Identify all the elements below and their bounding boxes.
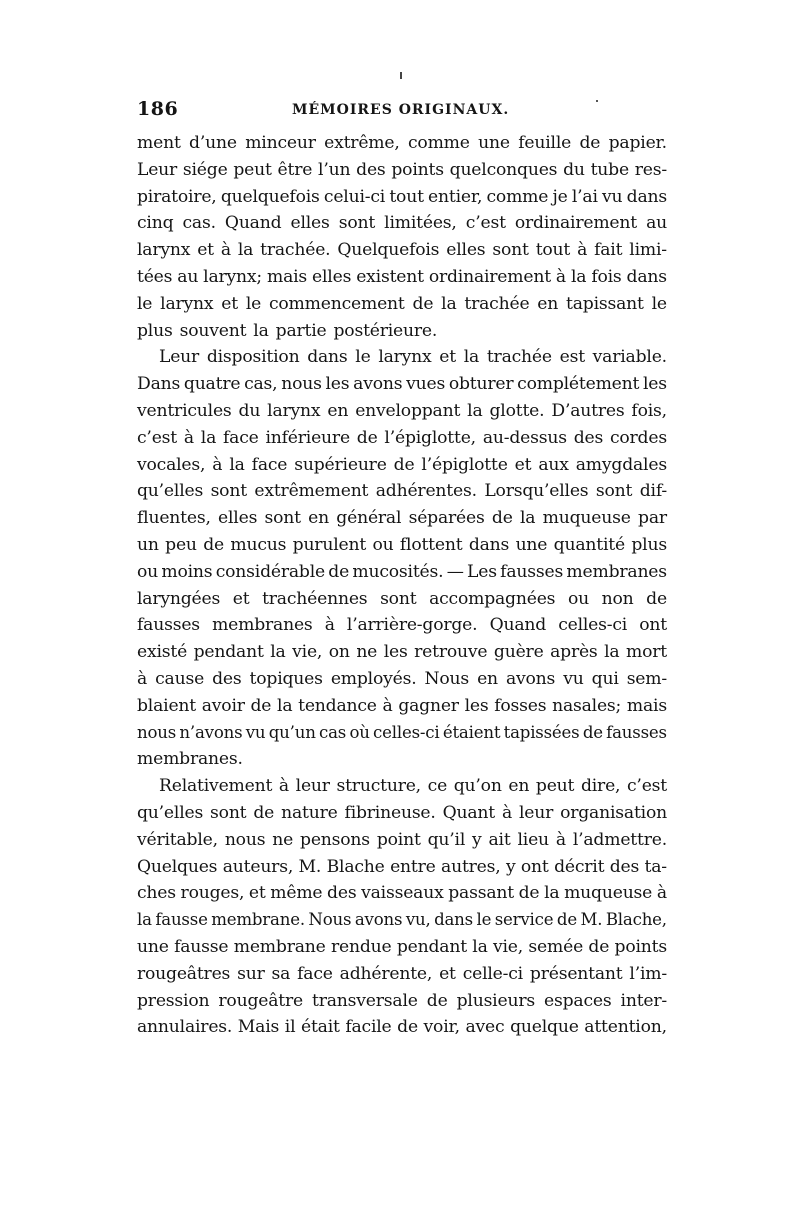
text-line: ches rouges, et même des vaisseaux passant de la muqueuse à <box>137 883 667 904</box>
text-line: à cause des topiques employés. Nous en avons vu qui sem- <box>137 668 667 689</box>
text-line: Relativement à leur structure, ce qu’on en peut dire, c’est <box>159 776 667 797</box>
text-line: existé pendant la vie, on ne les retrouve guère après la mort <box>137 642 667 663</box>
text-line: Quelques auteurs, M. Blache entre autres, y ont décrit des ta- <box>137 856 667 877</box>
text-line: véritable, nous ne pensons point qu’il y ait lieu à l’admettre. <box>137 829 667 850</box>
text-line: plus souvent la partie postérieure. <box>137 320 438 341</box>
text-line: c’est à la face inférieure de l’épiglotte, au-dessus des cordes <box>137 427 667 448</box>
text-line: blaient avoir de la tendance à gagner les fosses nasales; mais <box>137 695 667 716</box>
text-line: nous n’avons vu qu’un cas où celles-ci étaient tapissées de fausses <box>137 722 667 742</box>
text-line: fluentes, elles sont en général séparées de la muqueuse par <box>137 508 667 529</box>
text-line: laryngées et trachéennes sont accompagnées ou non de <box>137 588 667 609</box>
text-line: Leur siége peut être l’un des points quelconques du tube res- <box>137 159 667 180</box>
body-text <box>137 130 667 1041</box>
text-line: tées au larynx; mais elles existent ordinairement à la fois dans <box>137 266 667 287</box>
text-line: Dans quatre cas, nous les avons vues obturer complétement les <box>137 374 667 395</box>
text-line: un peu de mucus purulent ou flottent dans une quantité plus <box>137 534 667 555</box>
print-speck <box>400 72 402 79</box>
text-line: qu’elles sont de nature fibrineuse. Quant à leur organisation <box>137 802 667 823</box>
text-line: annulaires. Mais il était facile de voir, avec quelque attention, <box>137 1017 667 1038</box>
text-line: larynx et à la trachée. Quelquefois elles sont tout à fait limi- <box>137 240 667 261</box>
text-line: rougeâtres sur sa face adhérente, et celle-ci présentant l’im- <box>137 963 667 984</box>
text-line: vocales, à la face supérieure de l’épiglotte et aux amygdales <box>137 454 667 475</box>
text-line: cinq cas. Quand elles sont limitées, c’est ordinairement au <box>137 213 667 234</box>
page-header <box>137 98 667 124</box>
text-line: pression rougeâtre transversale de plusieurs espaces inter- <box>137 990 667 1011</box>
text-line: fausses membranes à l’arrière-gorge. Quand celles-ci ont <box>137 615 667 636</box>
text-line: le larynx et le commencement de la trachée en tapissant le <box>137 293 667 314</box>
text-line: ou moins considérable de mucosités. — Les fausses membranes <box>137 561 667 582</box>
text-line: Leur disposition dans le larynx et la trachée est variable. <box>159 347 667 368</box>
text-line: la fausse membrane. Nous avons vu, dans le service de M. Blache, <box>137 910 667 930</box>
text-line: une fausse membrane rendue pendant la vie, semée de points <box>137 936 667 957</box>
text-line: membranes. <box>137 749 243 770</box>
text-line: ment d’une minceur extrême, comme une feuille de papier. <box>137 133 667 153</box>
text-line: ventricules du larynx en enveloppant la glotte. D’autres fois, <box>137 400 667 421</box>
text-line: piratoire, quelquefois celui-ci tout entier, comme je l’ai vu dans <box>137 186 667 207</box>
page-number: 186 <box>137 98 179 120</box>
running-title: MÉMOIRES ORIGINAUX. <box>292 102 510 118</box>
text-line: qu’elles sont extrêmement adhérentes. Lorsqu’elles sont dif- <box>137 481 667 502</box>
